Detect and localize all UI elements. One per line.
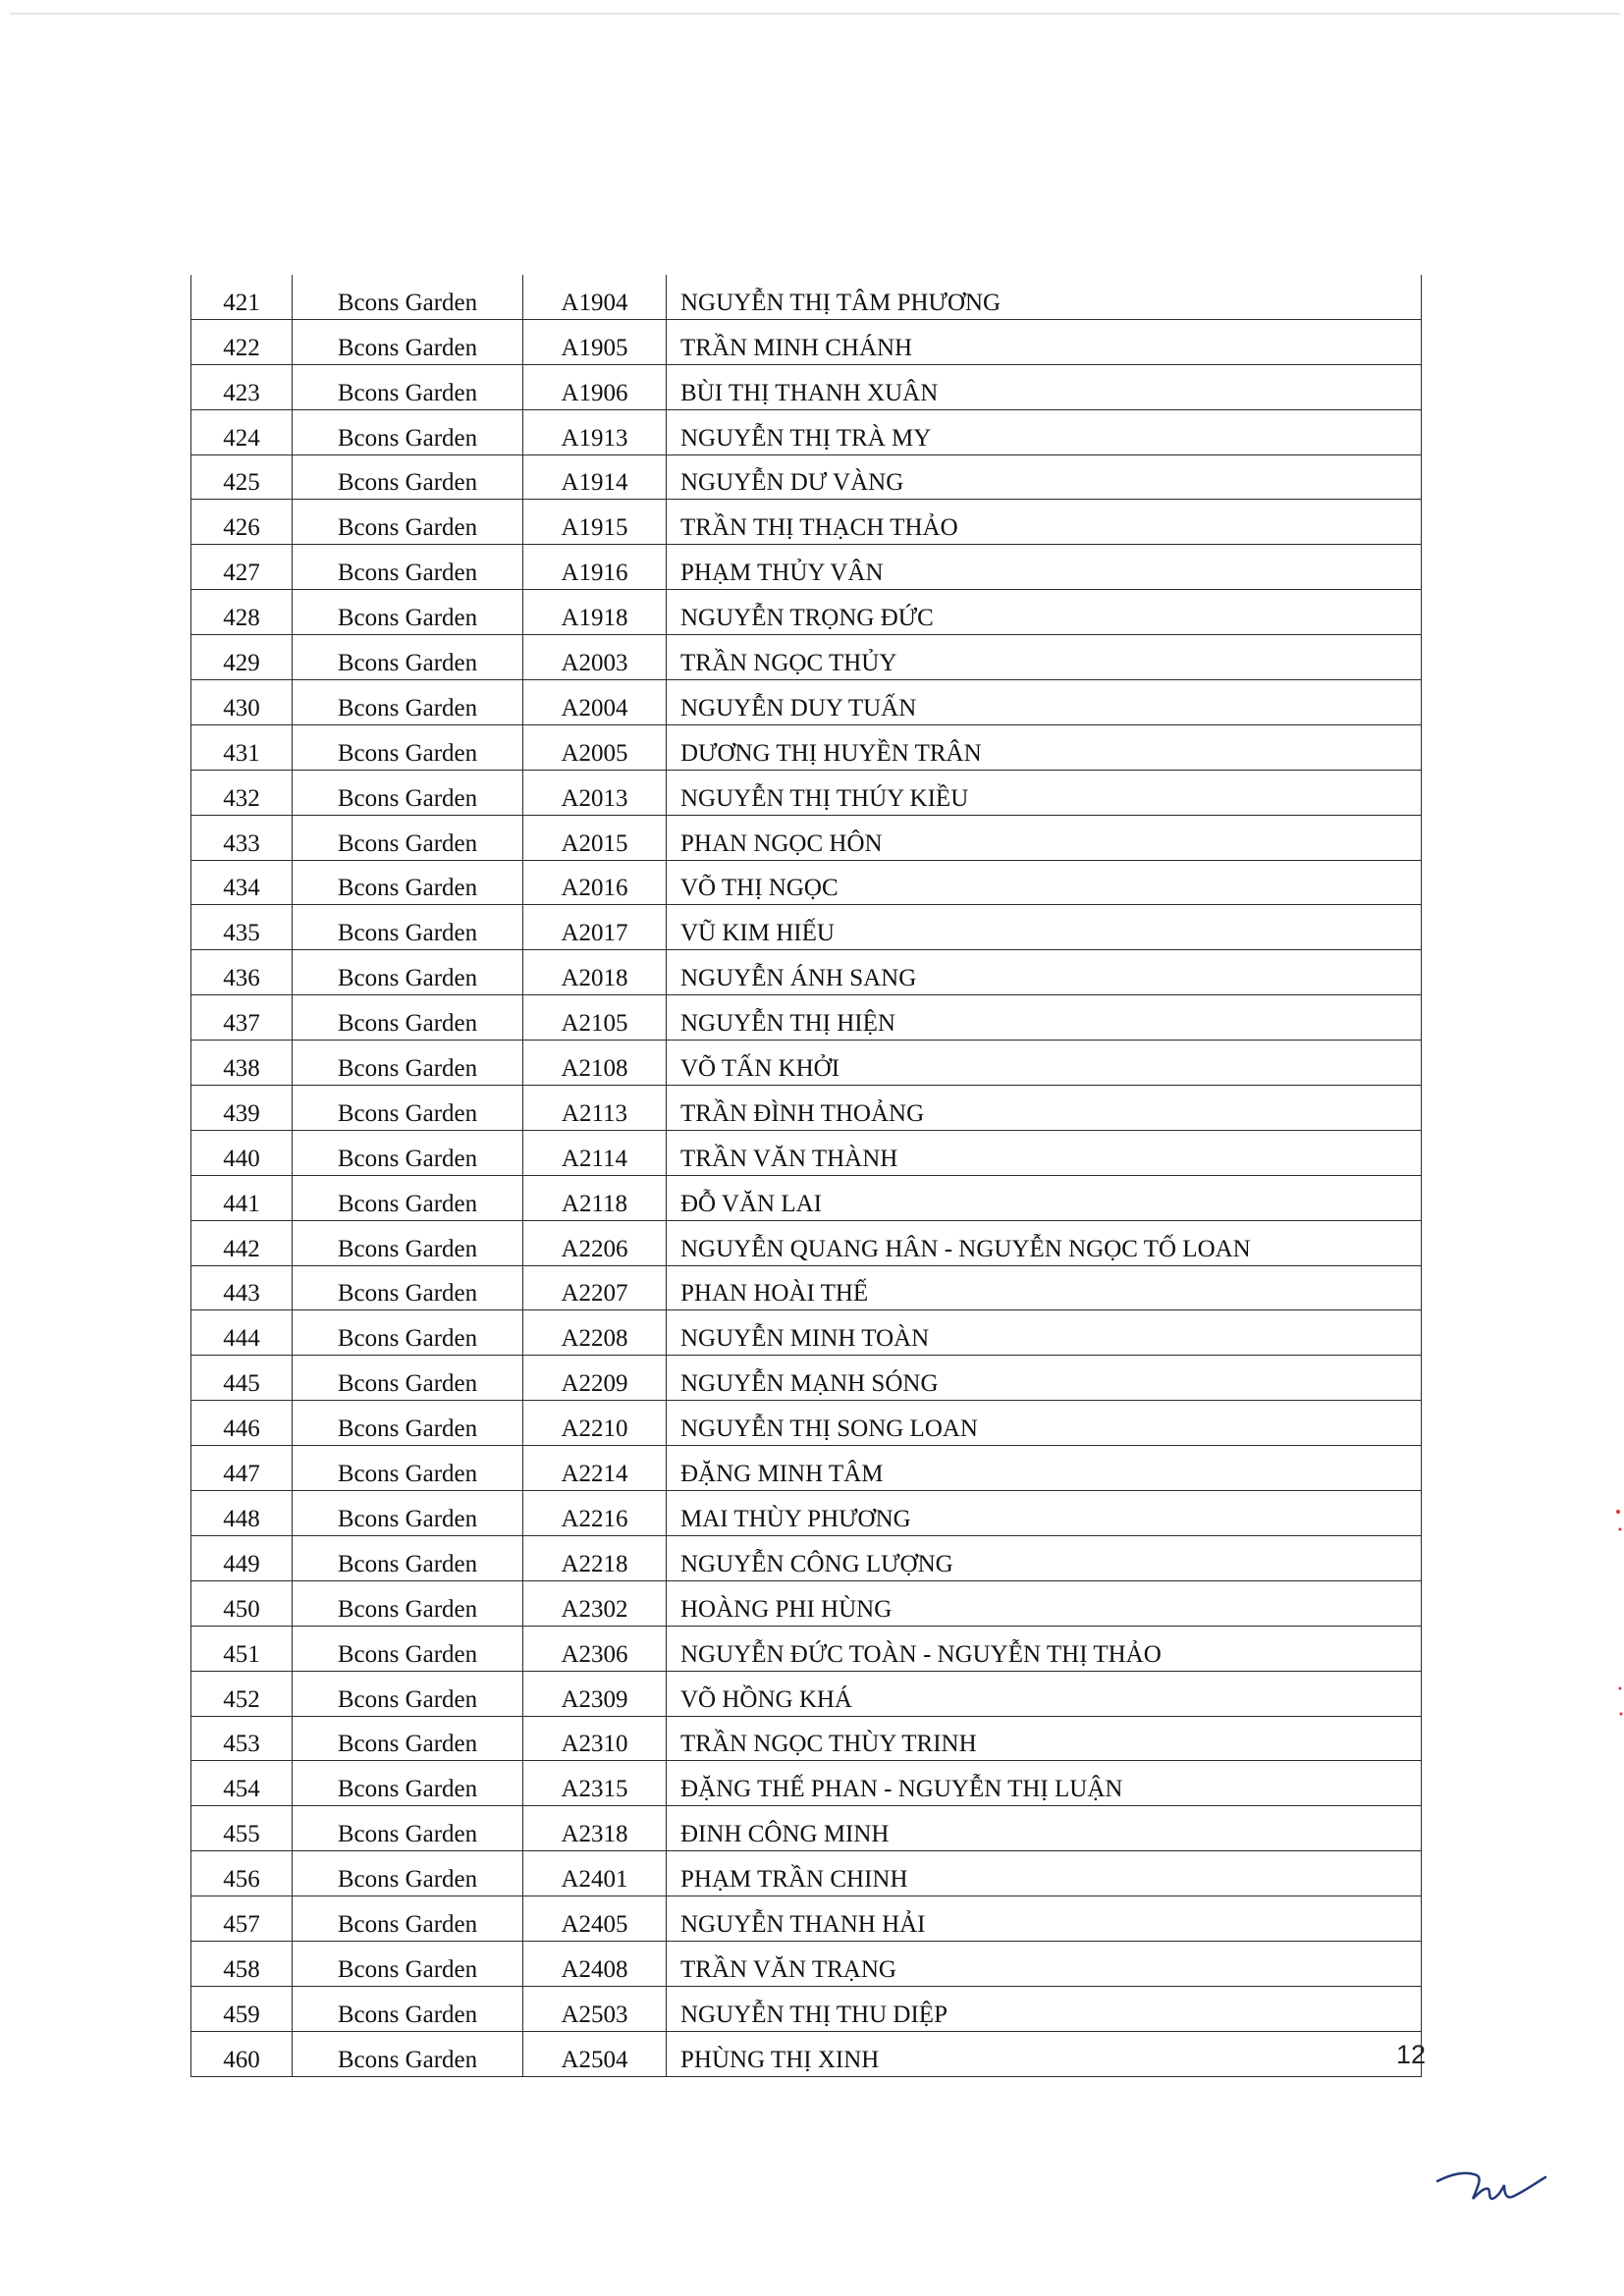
- owner-name-cell: PHÙNG THỊ XINH: [667, 2031, 1422, 2076]
- unit-code-cell: A1916: [523, 545, 667, 590]
- project-cell: Bcons Garden: [293, 680, 523, 725]
- table-row: [191, 950, 1422, 995]
- row-number-cell: 427: [191, 545, 293, 590]
- table-row: [191, 680, 1422, 725]
- unit-code-cell: A1906: [523, 364, 667, 409]
- owner-name-cell: DƯƠNG THỊ HUYỀN TRÂN: [667, 724, 1422, 770]
- table-row: [191, 1446, 1422, 1491]
- table-row: [191, 319, 1422, 364]
- owner-name-cell: NGUYỄN THỊ SONG LOAN: [667, 1401, 1422, 1446]
- unit-code-cell: A2318: [523, 1806, 667, 1851]
- unit-code-cell: A2013: [523, 770, 667, 815]
- handwritten-signature: [1434, 2160, 1551, 2218]
- row-number-cell: 434: [191, 860, 293, 905]
- table-row: [191, 635, 1422, 680]
- project-cell: Bcons Garden: [293, 364, 523, 409]
- table-row: [191, 545, 1422, 590]
- owner-name-cell: PHAN HOÀI THẾ: [667, 1265, 1422, 1310]
- unit-code-cell: A2209: [523, 1356, 667, 1401]
- table-row: [191, 1626, 1422, 1671]
- unit-code-cell: A2113: [523, 1086, 667, 1131]
- unit-code-cell: A2302: [523, 1580, 667, 1626]
- owner-name-cell: VÕ THỊ NGỌC: [667, 860, 1422, 905]
- project-cell: Bcons Garden: [293, 1671, 523, 1716]
- row-number-cell: 452: [191, 1671, 293, 1716]
- unit-code-cell: A2015: [523, 815, 667, 860]
- row-number-cell: 424: [191, 409, 293, 454]
- table-row: [191, 1491, 1422, 1536]
- table-row: [191, 724, 1422, 770]
- project-cell: Bcons Garden: [293, 1130, 523, 1175]
- row-number-cell: 441: [191, 1175, 293, 1220]
- project-cell: Bcons Garden: [293, 770, 523, 815]
- table-row: [191, 1356, 1422, 1401]
- page-number: 12: [1396, 2040, 1427, 2069]
- row-number-cell: 443: [191, 1265, 293, 1310]
- owner-name-cell: TRẦN THỊ THẠCH THẢO: [667, 500, 1422, 545]
- unit-code-cell: A2408: [523, 1941, 667, 1986]
- project-cell: Bcons Garden: [293, 275, 523, 319]
- project-cell: Bcons Garden: [293, 409, 523, 454]
- project-cell: Bcons Garden: [293, 1806, 523, 1851]
- table-row: [191, 1086, 1422, 1131]
- row-number-cell: 428: [191, 590, 293, 635]
- table-row: [191, 590, 1422, 635]
- owner-name-cell: NGUYỄN THỊ THU DIỆP: [667, 1986, 1422, 2031]
- unit-code-cell: A2016: [523, 860, 667, 905]
- project-cell: Bcons Garden: [293, 860, 523, 905]
- table-row: [191, 1941, 1422, 1986]
- unit-code-cell: A2310: [523, 1716, 667, 1761]
- row-number-cell: 453: [191, 1716, 293, 1761]
- row-number-cell: 457: [191, 1896, 293, 1942]
- row-number-cell: 439: [191, 1086, 293, 1131]
- owner-name-cell: TRẦN ĐÌNH THOẢNG: [667, 1086, 1422, 1131]
- table-row: [191, 815, 1422, 860]
- unit-code-cell: A2207: [523, 1265, 667, 1310]
- unit-code-cell: A2105: [523, 995, 667, 1041]
- table-row: [191, 1130, 1422, 1175]
- unit-code-cell: A2503: [523, 1986, 667, 2031]
- unit-code-cell: A2005: [523, 724, 667, 770]
- unit-code-cell: A2405: [523, 1896, 667, 1942]
- owner-name-cell: NGUYỄN DUY TUẤN: [667, 680, 1422, 725]
- row-number-cell: 458: [191, 1941, 293, 1986]
- row-number-cell: 430: [191, 680, 293, 725]
- table-row: [191, 770, 1422, 815]
- owner-name-cell: ĐỖ VĂN LAI: [667, 1175, 1422, 1220]
- project-cell: Bcons Garden: [293, 454, 523, 500]
- unit-code-cell: A1914: [523, 454, 667, 500]
- owner-name-cell: NGUYỄN MINH TOÀN: [667, 1310, 1422, 1356]
- row-number-cell: 456: [191, 1851, 293, 1896]
- project-cell: Bcons Garden: [293, 995, 523, 1041]
- unit-code-cell: A2108: [523, 1041, 667, 1086]
- owner-name-cell: ĐẶNG MINH TÂM: [667, 1446, 1422, 1491]
- table-row: [191, 1401, 1422, 1446]
- table-row: [191, 364, 1422, 409]
- project-cell: Bcons Garden: [293, 950, 523, 995]
- row-number-cell: 429: [191, 635, 293, 680]
- unit-code-cell: A2218: [523, 1535, 667, 1580]
- owner-name-cell: NGUYỄN THỊ TRÀ MY: [667, 409, 1422, 454]
- row-number-cell: 451: [191, 1626, 293, 1671]
- owner-name-cell: ĐẶNG THẾ PHAN - NGUYỄN THỊ LUẬN: [667, 1761, 1422, 1806]
- row-number-cell: 423: [191, 364, 293, 409]
- table-row: [191, 1041, 1422, 1086]
- unit-code-cell: A2309: [523, 1671, 667, 1716]
- project-cell: Bcons Garden: [293, 1265, 523, 1310]
- project-cell: Bcons Garden: [293, 1716, 523, 1761]
- row-number-cell: 421: [191, 275, 293, 319]
- table-row: [191, 1265, 1422, 1310]
- table-row: [191, 1175, 1422, 1220]
- owner-name-cell: TRẦN VĂN THÀNH: [667, 1130, 1422, 1175]
- row-number-cell: 425: [191, 454, 293, 500]
- table-row: [191, 860, 1422, 905]
- table-row: [191, 500, 1422, 545]
- table-body: [191, 275, 1422, 2076]
- owner-name-cell: NGUYỄN THỊ HIỆN: [667, 995, 1422, 1041]
- owner-name-cell: NGUYỄN ÁNH SANG: [667, 950, 1422, 995]
- project-cell: Bcons Garden: [293, 1941, 523, 1986]
- row-number-cell: 446: [191, 1401, 293, 1446]
- unit-code-cell: A2018: [523, 950, 667, 995]
- row-number-cell: 444: [191, 1310, 293, 1356]
- row-number-cell: 450: [191, 1580, 293, 1626]
- unit-code-cell: A2504: [523, 2031, 667, 2076]
- owner-name-cell: ĐINH CÔNG MINH: [667, 1806, 1422, 1851]
- row-number-cell: 432: [191, 770, 293, 815]
- project-cell: Bcons Garden: [293, 1356, 523, 1401]
- row-number-cell: 440: [191, 1130, 293, 1175]
- unit-code-cell: A2216: [523, 1491, 667, 1536]
- project-cell: Bcons Garden: [293, 905, 523, 950]
- unit-code-cell: A1905: [523, 319, 667, 364]
- project-cell: Bcons Garden: [293, 1446, 523, 1491]
- project-cell: Bcons Garden: [293, 1535, 523, 1580]
- unit-code-cell: A2206: [523, 1220, 667, 1265]
- owner-name-cell: PHAN NGỌC HÔN: [667, 815, 1422, 860]
- row-number-cell: 448: [191, 1491, 293, 1536]
- project-cell: Bcons Garden: [293, 815, 523, 860]
- project-cell: Bcons Garden: [293, 1310, 523, 1356]
- project-cell: Bcons Garden: [293, 545, 523, 590]
- project-cell: Bcons Garden: [293, 635, 523, 680]
- owner-name-cell: TRẦN VĂN TRẠNG: [667, 1941, 1422, 1986]
- table-row: [191, 1896, 1422, 1942]
- row-number-cell: 455: [191, 1806, 293, 1851]
- project-cell: Bcons Garden: [293, 319, 523, 364]
- unit-code-cell: A2214: [523, 1446, 667, 1491]
- row-number-cell: 449: [191, 1535, 293, 1580]
- project-cell: Bcons Garden: [293, 1175, 523, 1220]
- table-row: [191, 1310, 1422, 1356]
- table-row: [191, 1761, 1422, 1806]
- unit-code-cell: A1913: [523, 409, 667, 454]
- owner-name-cell: PHẠM TRẦN CHINH: [667, 1851, 1422, 1896]
- row-number-cell: 435: [191, 905, 293, 950]
- unit-code-cell: A2208: [523, 1310, 667, 1356]
- owner-name-cell: NGUYỄN DƯ VÀNG: [667, 454, 1422, 500]
- row-number-cell: 454: [191, 1761, 293, 1806]
- row-number-cell: 426: [191, 500, 293, 545]
- row-number-cell: 460: [191, 2031, 293, 2076]
- table-row: [191, 1535, 1422, 1580]
- table-row: [191, 1986, 1422, 2031]
- owner-name-cell: NGUYỄN THỊ THÚY KIỀU: [667, 770, 1422, 815]
- owner-name-cell: NGUYỄN TRỌNG ĐỨC: [667, 590, 1422, 635]
- table-row: [191, 1806, 1422, 1851]
- project-cell: Bcons Garden: [293, 500, 523, 545]
- project-cell: Bcons Garden: [293, 1626, 523, 1671]
- owner-name-cell: BÙI THỊ THANH XUÂN: [667, 364, 1422, 409]
- row-number-cell: 438: [191, 1041, 293, 1086]
- unit-code-cell: A2306: [523, 1626, 667, 1671]
- unit-code-cell: A1918: [523, 590, 667, 635]
- project-cell: Bcons Garden: [293, 1580, 523, 1626]
- table-row: [191, 409, 1422, 454]
- row-number-cell: 422: [191, 319, 293, 364]
- owner-name-cell: HOÀNG PHI HÙNG: [667, 1580, 1422, 1626]
- owner-name-cell: NGUYỄN ĐỨC TOÀN - NGUYỄN THỊ THẢO: [667, 1626, 1422, 1671]
- project-cell: Bcons Garden: [293, 724, 523, 770]
- unit-code-cell: A2401: [523, 1851, 667, 1896]
- owner-name-cell: PHẠM THỦY VÂN: [667, 545, 1422, 590]
- owner-name-cell: VÕ HỒNG KHÁ: [667, 1671, 1422, 1716]
- owner-name-cell: VŨ KIM HIẾU: [667, 905, 1422, 950]
- unit-code-cell: A2210: [523, 1401, 667, 1446]
- unit-code-cell: A2017: [523, 905, 667, 950]
- project-cell: Bcons Garden: [293, 1220, 523, 1265]
- table-row: [191, 995, 1422, 1041]
- table-row: [191, 2031, 1422, 2076]
- owner-name-cell: NGUYỄN MẠNH SÓNG: [667, 1356, 1422, 1401]
- project-cell: Bcons Garden: [293, 590, 523, 635]
- table-row: [191, 1851, 1422, 1896]
- project-cell: Bcons Garden: [293, 1086, 523, 1131]
- table-row: [191, 275, 1422, 319]
- table-row: [191, 1716, 1422, 1761]
- unit-code-cell: A2118: [523, 1175, 667, 1220]
- project-cell: Bcons Garden: [293, 1761, 523, 1806]
- row-number-cell: 459: [191, 1986, 293, 2031]
- unit-code-cell: A2114: [523, 1130, 667, 1175]
- project-cell: Bcons Garden: [293, 1491, 523, 1536]
- project-cell: Bcons Garden: [293, 1986, 523, 2031]
- unit-code-cell: A2003: [523, 635, 667, 680]
- row-number-cell: 445: [191, 1356, 293, 1401]
- table-row: [191, 1580, 1422, 1626]
- owner-name-cell: TRẦN MINH CHÁNH: [667, 319, 1422, 364]
- table-row: [191, 1220, 1422, 1265]
- row-number-cell: 436: [191, 950, 293, 995]
- row-number-cell: 437: [191, 995, 293, 1041]
- unit-code-cell: A2315: [523, 1761, 667, 1806]
- owner-name-cell: NGUYỄN CÔNG LƯỢNG: [667, 1535, 1422, 1580]
- owner-name-cell: MAI THÙY PHƯƠNG: [667, 1491, 1422, 1536]
- owner-list-table: [190, 275, 1422, 2077]
- project-cell: Bcons Garden: [293, 1851, 523, 1896]
- row-number-cell: 442: [191, 1220, 293, 1265]
- project-cell: Bcons Garden: [293, 1896, 523, 1942]
- table-row: [191, 905, 1422, 950]
- row-number-cell: 431: [191, 724, 293, 770]
- row-number-cell: 433: [191, 815, 293, 860]
- table-row: [191, 454, 1422, 500]
- unit-code-cell: A1904: [523, 275, 667, 319]
- unit-code-cell: A1915: [523, 500, 667, 545]
- owner-name-cell: NGUYỄN THỊ TÂM PHƯƠNG: [667, 275, 1422, 319]
- owner-name-cell: TRẦN NGỌC THÙY TRINH: [667, 1716, 1422, 1761]
- owner-name-cell: VÕ TẤN KHỞI: [667, 1041, 1422, 1086]
- unit-code-cell: A2004: [523, 680, 667, 725]
- owner-name-cell: NGUYỄN QUANG HÂN - NGUYỄN NGỌC TỐ LOAN: [667, 1220, 1422, 1265]
- row-number-cell: 447: [191, 1446, 293, 1491]
- project-cell: Bcons Garden: [293, 1041, 523, 1086]
- table-row: [191, 1671, 1422, 1716]
- owner-name-cell: TRẦN NGỌC THỦY: [667, 635, 1422, 680]
- project-cell: Bcons Garden: [293, 2031, 523, 2076]
- project-cell: Bcons Garden: [293, 1401, 523, 1446]
- owner-name-cell: NGUYỄN THANH HẢI: [667, 1896, 1422, 1942]
